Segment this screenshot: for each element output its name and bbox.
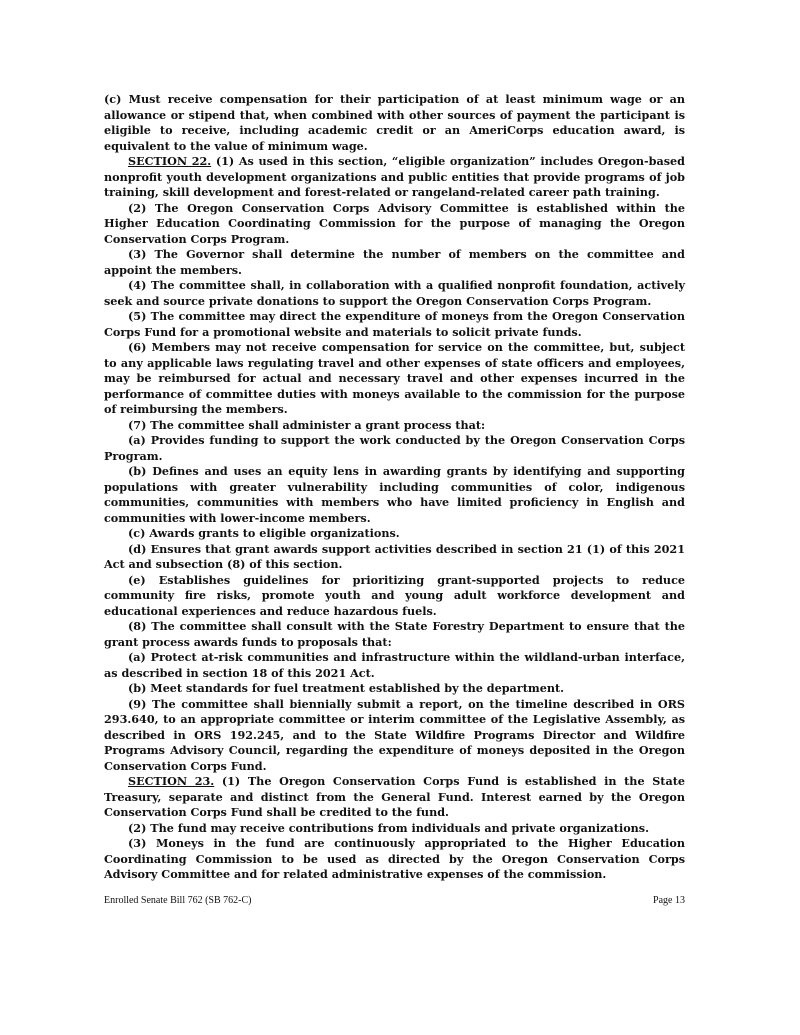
paragraph — [104, 681, 685, 697]
paragraph-text: (a) Provides funding to support the work conducted by the Oregon Conservation Corps Program. — [104, 433, 685, 463]
document-body — [104, 92, 685, 883]
paragraph-text: (d) Ensures that grant awards support activities described in section 21 (1) of this 2021 Act and subsection (8) of this section. — [104, 541, 685, 571]
paragraph — [104, 821, 685, 837]
paragraph — [104, 464, 685, 526]
paragraph-text: (c) Awards grants to eligible organizations. — [128, 526, 400, 540]
paragraph-text: (8) The committee shall consult with the State Forestry Department to ensure that the grant process awards funds to proposals that: — [104, 619, 685, 649]
paragraph — [104, 418, 685, 434]
paragraph — [104, 836, 685, 883]
paragraph — [104, 247, 685, 278]
section-heading: SECTION 22. — [128, 154, 212, 168]
paragraph — [104, 154, 685, 201]
bill-identifier: Enrolled Senate Bill 762 (SB 762-C) — [104, 895, 252, 906]
paragraph — [104, 697, 685, 775]
paragraph-text: (e) Establishes guidelines for prioritizing grant-supported projects to reduce community fire risks, promote youth and young adult workforce development and educational experiences and reduce hazardous fuels. — [104, 572, 685, 618]
paragraph-text: (3) The Governor shall determine the number of members on the committee and appoint the members. — [104, 247, 685, 277]
paragraph — [104, 309, 685, 340]
paragraph-text: (4) The committee shall, in collaboration with a qualified nonprofit foundation, actively seek and source private donations to support the Oregon Conservation Corps Program. — [104, 278, 685, 308]
page-number: Page 13 — [653, 895, 685, 906]
paragraph-text: (2) The fund may receive contributions from individuals and private organizations. — [128, 820, 649, 835]
paragraph-text: (5) The committee may direct the expenditure of moneys from the Oregon Conservation Corps Fund for a promotional website and materials to solicit private funds. — [104, 309, 685, 339]
section-heading: SECTION 23. — [128, 774, 215, 788]
paragraph — [104, 433, 685, 464]
paragraph-text: (9) The committee shall biennially submit a report, on the timeline described in ORS 293.640, to an appropriate committee or interim committee of the Legislative Assembly, as described in ORS 192.245, and to the State Wildfire Programs Director and Wildfire Programs Advisory Council, regarding the expenditure of moneys deposited in the Oregon Conservation Corps Fund. — [104, 696, 685, 773]
paragraph — [104, 650, 685, 681]
paragraph-text: (6) Members may not receive compensation for service on the committee, but, subject to any applicable laws regulating travel and other expenses of state officers and employees, may be reimbursed for actual and necessary travel and other expenses incurred in the performance of committee duties with moneys available to the commission for the purpose of reimbursing the members. — [104, 340, 685, 416]
paragraph — [104, 340, 685, 418]
page-footer — [104, 895, 685, 906]
paragraph-text: (1) As used in this section, “eligible organization” includes Oregon-based nonprofit youth development organizations and public entities that provide programs of job training, skill development and forest-related or rangeland-related career path training. — [104, 154, 685, 199]
paragraph-text: (c) Must receive compensation for their participation of at least minimum wage or an allowance or stipend that, when combined with other sources of payment the participant is eligible to receive, including academic credit or an AmeriCorps education award, is equivalent to the value of minimum wage. — [104, 92, 685, 153]
paragraph — [104, 526, 685, 542]
paragraph-text: (a) Protect at-risk communities and infrastructure within the wildland-urban interface, as described in section 18 of this 2021 Act. — [104, 650, 685, 680]
paragraph — [104, 92, 685, 154]
paragraph-text: (b) Meet standards for fuel treatment established by the department. — [128, 681, 565, 695]
paragraph — [104, 573, 685, 620]
paragraph — [104, 542, 685, 573]
paragraph-text: (1) The Oregon Conservation Corps Fund is established in the State Treasury, separate and distinct from the General Fund. Interest earned by the Oregon Conservation Corps Fund shall be credited to the fund. — [104, 774, 685, 819]
paragraph — [104, 201, 685, 248]
paragraph — [104, 278, 685, 309]
paragraph-text: (b) Defines and uses an equity lens in awarding grants by identifying and supporting populations with greater vulnerability including communities of color, indigenous communities, communities with members who have limited proficiency in English and communities with lower-income members. — [104, 464, 685, 525]
paragraph-text: (2) The Oregon Conservation Corps Advisory Committee is established within the Higher Education Coordinating Commission for the purpose of managing the Oregon Conservation Corps Program. — [104, 200, 685, 246]
paragraph — [104, 774, 685, 821]
paragraph-text: (7) The committee shall administer a grant process that: — [128, 417, 486, 432]
paragraph-text: (3) Moneys in the fund are continuously appropriated to the Higher Education Coordinating Commission to be used as directed by the Oregon Conservation Corps Advisory Committee and for related administrative expenses of the commission. — [104, 836, 685, 881]
paragraph — [104, 619, 685, 650]
